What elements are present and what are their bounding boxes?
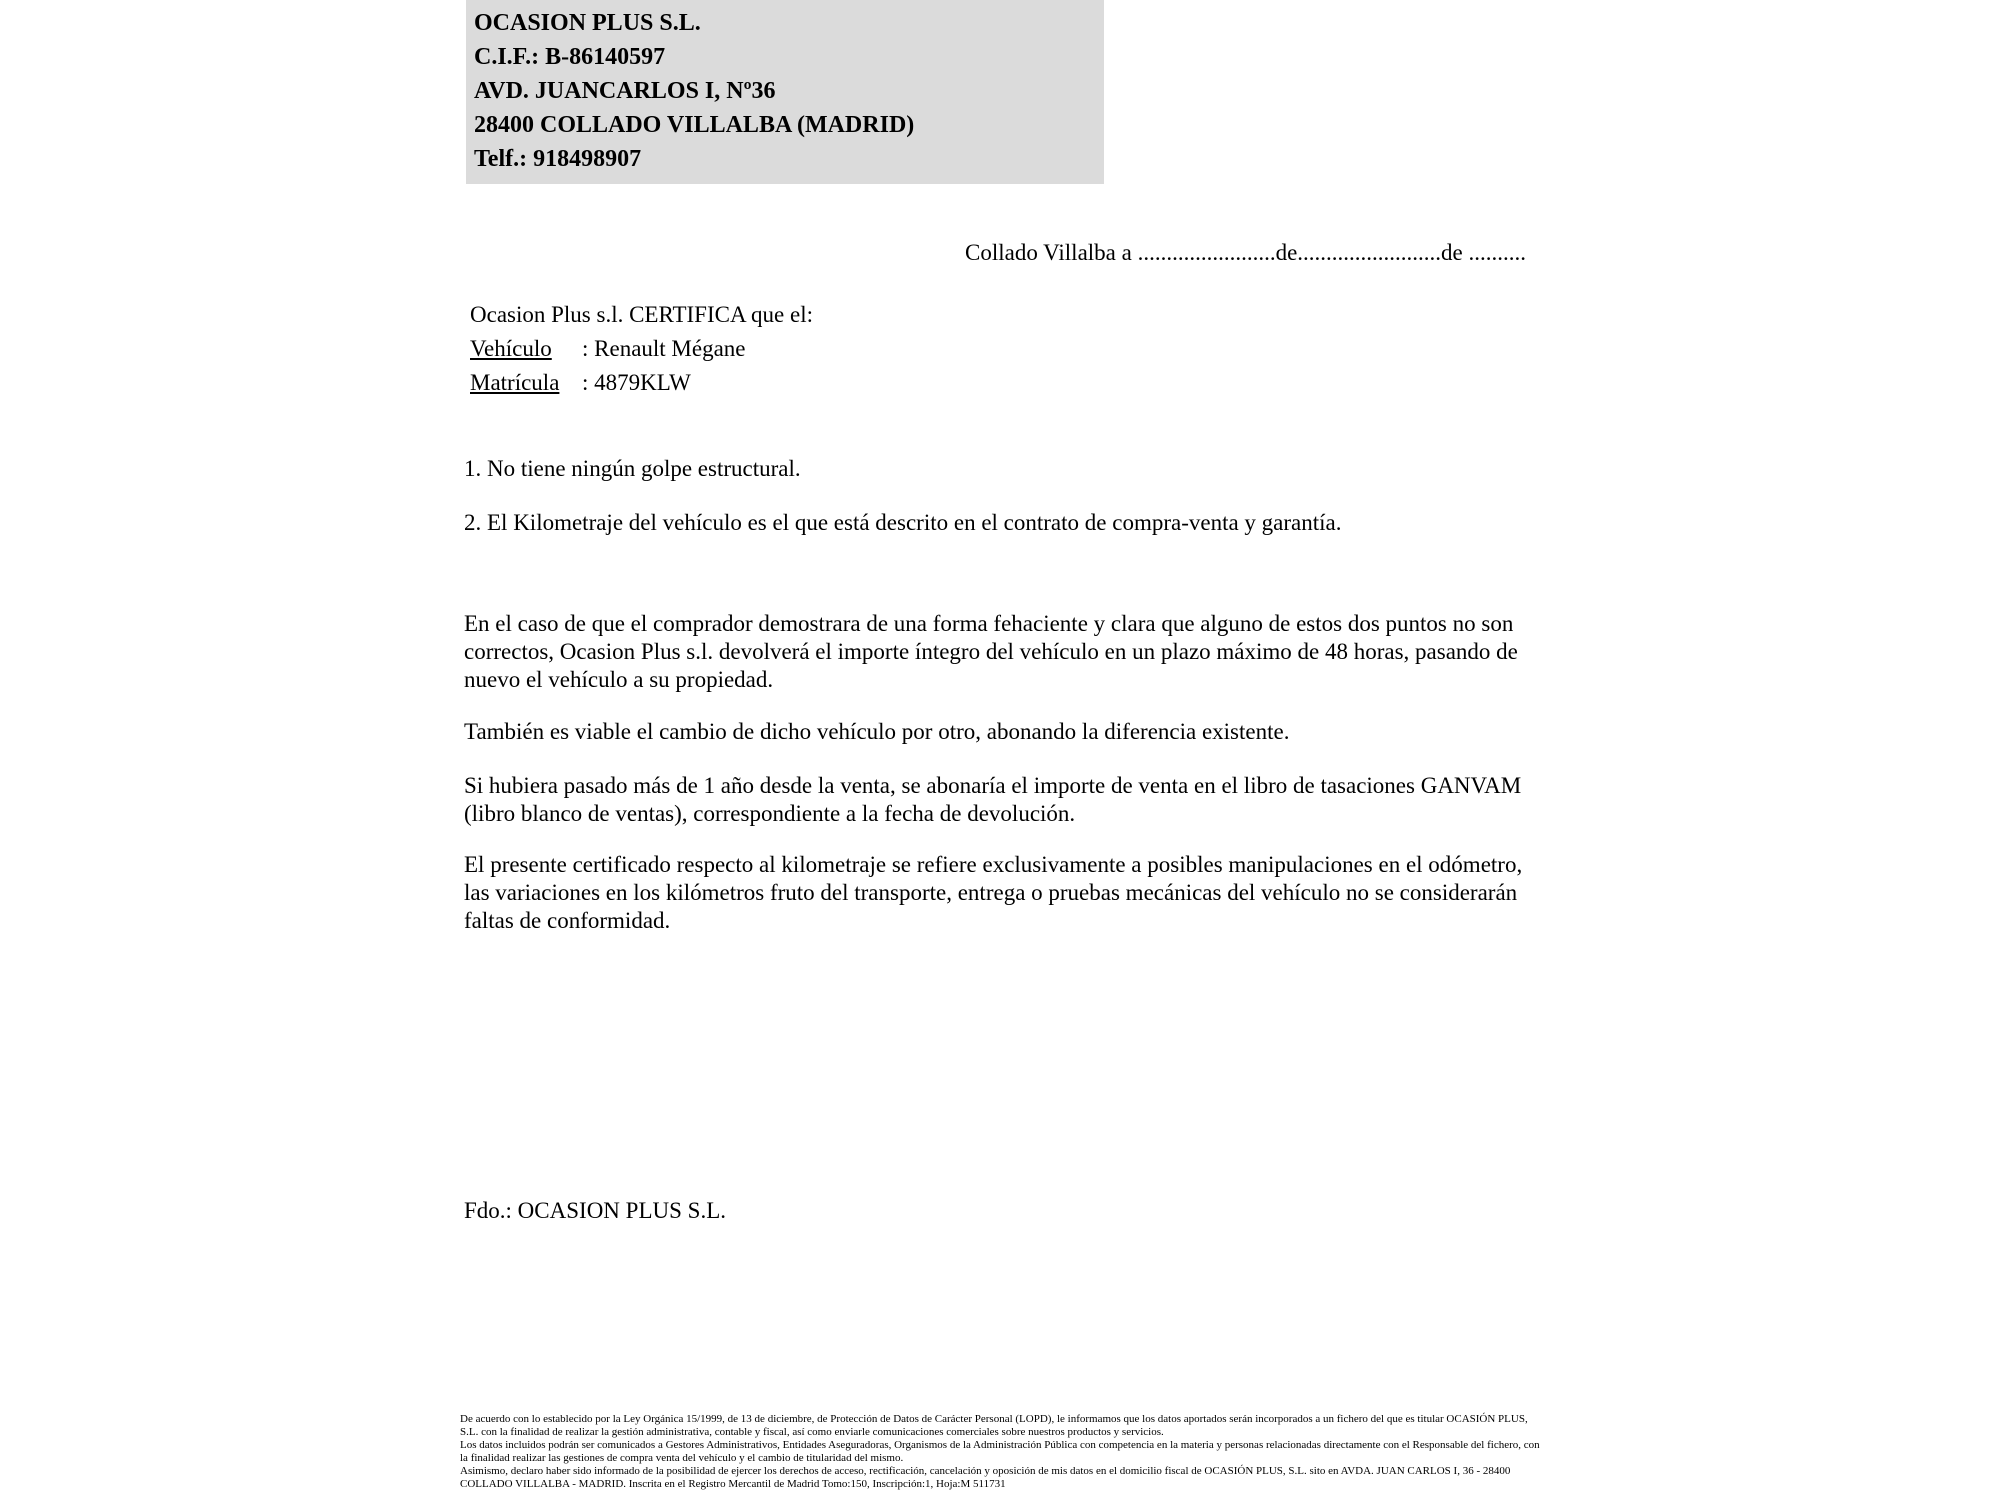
certification-block [470,298,813,400]
footer-paragraph-data-sharing: Los datos incluidos podrán ser comunicados a Gestores Administrativos, Entidades Aseguradoras, Organismos de la Administración Pública con competencia en la materia y personas relacionadas directamente con el Responsable del fichero, con la finalidad realizar las gestiones de compra venta del vehículo y el cambio de titularidad del mismo. [460,1439,1540,1464]
certify-intro: Ocasion Plus s.l. CERTIFICA que el: [470,302,813,327]
plate-row [470,366,813,400]
vehicle-value: : Renault Mégane [582,336,746,361]
footer-paragraph-rights: Asimismo, declaro haber sido informado de la posibilidad de ejercer los derechos de acceso, rectificación, cancelación y oposición de mis datos en el domicilio fiscal de OCASIÓN PLUS, S.L. sito en AVDA. JUAN CARLOS I, 36 - 28400 COLLADO VILLALBA - MADRID. Inscrita en el Registro Mercantil de Madrid Tomo:150, Inscripción:1, Hoja:M 511731 [460,1465,1511,1490]
body-paragraph-odometer: El presente certificado respecto al kilometraje se refiere exclusivamente a posibles manipulaciones en el odómetro, las variaciones en los kilómetros fruto del transporte, entrega o pruebas mecánicas del vehículo no se considerarán faltas de conformidad. [464,852,1523,933]
company-name: OCASION PLUS S.L. [474,10,701,36]
plate-value: : 4879KLW [582,370,691,395]
company-city: 28400 COLLADO VILLALBA (MADRID) [474,112,915,138]
signature-line: Fdo.: OCASION PLUS S.L. [464,1198,726,1223]
body-paragraph-ganvam: Si hubiera pasado más de 1 año desde la venta, se abonaría el importe de venta en el libro de tasaciones GANVAM (libro blanco de ventas), correspondiente a la fecha de devolución. [464,773,1522,826]
body-paragraph-refund: En el caso de que el comprador demostrara de una forma fehaciente y clara que alguno de estos dos puntos no son correctos, Ocasion Plus s.l. devolverá el importe íntegro del vehículo en un plazo máximo de 48 horas, pasando de nuevo el vehículo a su propiedad. [464,611,1518,692]
body-paragraph-exchange: También es viable el cambio de dicho vehículo por otro, abonando la diferencia existente. [464,719,1290,744]
date-line: Collado Villalba a ........................de.........................de .......... [965,240,1526,265]
company-header-box [466,0,1104,184]
company-address: AVD. JUANCARLOS I, Nº36 [474,78,776,104]
plate-label: Matrícula [470,370,560,395]
certified-point-1: 1. No tiene ningún golpe estructural. [464,456,801,481]
vehicle-row [470,332,813,366]
legal-footer [460,1413,1540,1491]
company-cif: C.I.F.: B-86140597 [474,44,666,70]
company-phone: Telf.: 918498907 [474,146,642,172]
vehicle-label: Vehículo [470,336,552,361]
certified-point-2: 2. El Kilometraje del vehículo es el que está descrito en el contrato de compra-venta y garantía. [464,510,1342,535]
footer-paragraph-lopd: De acuerdo con lo establecido por la Ley Orgánica 15/1999, de 13 de diciembre, de Protección de Datos de Carácter Personal (LOPD), le informamos que los datos aportados serán incorporados a un fichero del que es titular OCASIÓN PLUS, S.L. con la finalidad de realizar la gestión administrativa, contable y fiscal, así como enviarle comunicaciones comerciales sobre nuestros productos y servicios. [460,1413,1528,1438]
